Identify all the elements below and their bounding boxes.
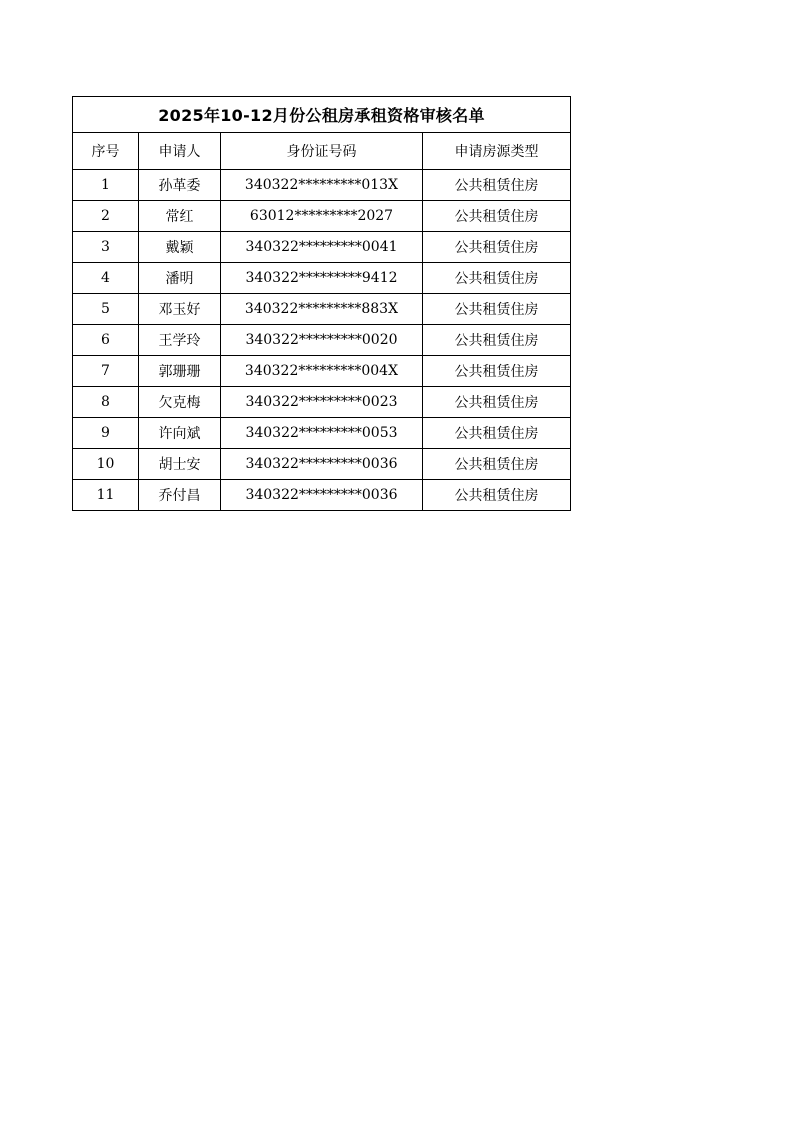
cell-id-number: 340322*********0020 bbox=[221, 325, 423, 356]
table-row bbox=[73, 232, 571, 263]
cell-serial-number: 8 bbox=[73, 387, 139, 418]
cell-housing-type: 公共租赁住房 bbox=[423, 201, 571, 232]
cell-serial-number: 4 bbox=[73, 263, 139, 294]
table-row bbox=[73, 356, 571, 387]
header-serial-number: 序号 bbox=[73, 133, 139, 170]
cell-serial-number: 6 bbox=[73, 325, 139, 356]
table-row bbox=[73, 201, 571, 232]
table-body bbox=[73, 170, 571, 511]
cell-housing-type: 公共租赁住房 bbox=[423, 480, 571, 511]
cell-applicant: 邓玉好 bbox=[139, 294, 221, 325]
cell-housing-type: 公共租赁住房 bbox=[423, 449, 571, 480]
cell-housing-type: 公共租赁住房 bbox=[423, 356, 571, 387]
table-row bbox=[73, 418, 571, 449]
cell-serial-number: 5 bbox=[73, 294, 139, 325]
cell-housing-type: 公共租赁住房 bbox=[423, 387, 571, 418]
cell-id-number: 340322*********0036 bbox=[221, 480, 423, 511]
cell-id-number: 340322*********013X bbox=[221, 170, 423, 201]
cell-id-number: 340322*********0053 bbox=[221, 418, 423, 449]
cell-id-number: 340322*********0023 bbox=[221, 387, 423, 418]
table-row bbox=[73, 449, 571, 480]
cell-applicant: 王学玲 bbox=[139, 325, 221, 356]
table-row bbox=[73, 170, 571, 201]
cell-serial-number: 2 bbox=[73, 201, 139, 232]
cell-id-number: 340322*********0036 bbox=[221, 449, 423, 480]
table-row bbox=[73, 263, 571, 294]
cell-id-number: 340322*********0041 bbox=[221, 232, 423, 263]
table-row bbox=[73, 325, 571, 356]
header-id-number: 身份证号码 bbox=[221, 133, 423, 170]
cell-id-number: 340322*********004X bbox=[221, 356, 423, 387]
cell-housing-type: 公共租赁住房 bbox=[423, 263, 571, 294]
cell-housing-type: 公共租赁住房 bbox=[423, 294, 571, 325]
header-housing-type: 申请房源类型 bbox=[423, 133, 571, 170]
review-list-table bbox=[72, 96, 571, 511]
cell-applicant: 戴颖 bbox=[139, 232, 221, 263]
cell-applicant: 胡士安 bbox=[139, 449, 221, 480]
cell-id-number: 63012*********2027 bbox=[221, 201, 423, 232]
cell-housing-type: 公共租赁住房 bbox=[423, 325, 571, 356]
header-row bbox=[73, 133, 571, 170]
cell-housing-type: 公共租赁住房 bbox=[423, 232, 571, 263]
table-row bbox=[73, 480, 571, 511]
cell-applicant: 潘明 bbox=[139, 263, 221, 294]
cell-id-number: 340322*********883X bbox=[221, 294, 423, 325]
cell-serial-number: 7 bbox=[73, 356, 139, 387]
header-applicant: 申请人 bbox=[139, 133, 221, 170]
cell-id-number: 340322*********9412 bbox=[221, 263, 423, 294]
cell-serial-number: 3 bbox=[73, 232, 139, 263]
cell-applicant: 常红 bbox=[139, 201, 221, 232]
title-row bbox=[73, 97, 571, 133]
cell-applicant: 孙革委 bbox=[139, 170, 221, 201]
cell-applicant: 郭珊珊 bbox=[139, 356, 221, 387]
cell-housing-type: 公共租赁住房 bbox=[423, 170, 571, 201]
cell-serial-number: 10 bbox=[73, 449, 139, 480]
cell-applicant: 乔付昌 bbox=[139, 480, 221, 511]
cell-applicant: 欠克梅 bbox=[139, 387, 221, 418]
cell-housing-type: 公共租赁住房 bbox=[423, 418, 571, 449]
cell-applicant: 许向斌 bbox=[139, 418, 221, 449]
cell-serial-number: 9 bbox=[73, 418, 139, 449]
cell-serial-number: 11 bbox=[73, 480, 139, 511]
table-title: 2025年10-12月份公租房承租资格审核名单 bbox=[73, 97, 571, 133]
table-row bbox=[73, 387, 571, 418]
cell-serial-number: 1 bbox=[73, 170, 139, 201]
table-row bbox=[73, 294, 571, 325]
